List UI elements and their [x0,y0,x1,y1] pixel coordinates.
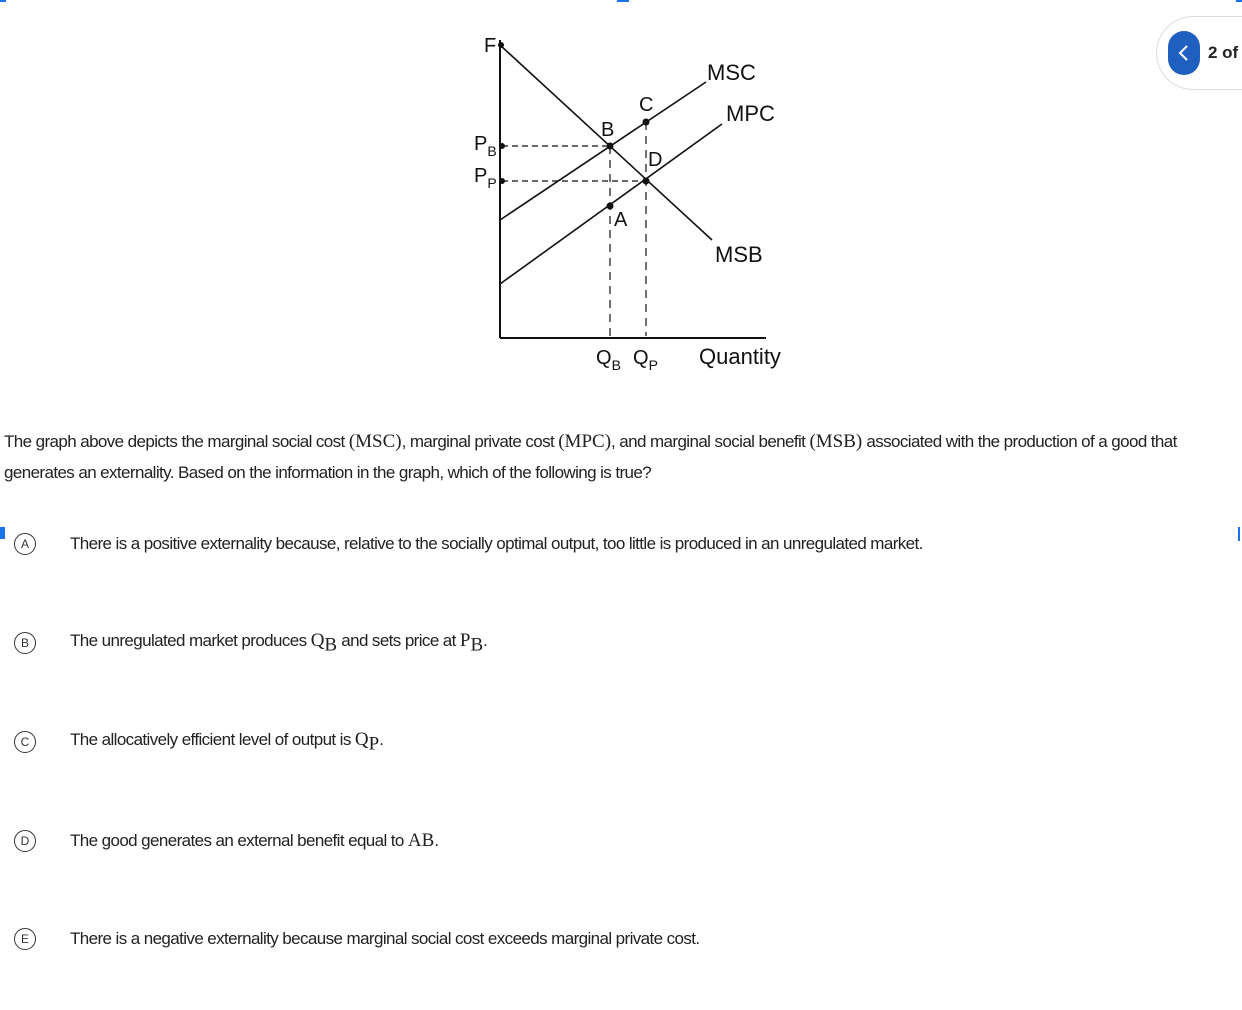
label-mpc: MPC [726,101,775,126]
option-text-e: There is a negative externality because marginal social cost exceeds marginal private cost. [70,929,700,948]
point-pp [499,178,505,184]
top-center-mark [617,0,629,2]
label-f: F [484,35,497,57]
point-a [607,203,614,210]
point-d [643,178,650,185]
msb-curve [500,45,712,240]
option-letter-e: E [14,928,36,950]
label-d: D [648,149,663,171]
option-text-d: The good generates an external benefit equal to AB. [70,830,439,851]
previous-question-button[interactable] [1168,31,1200,75]
label-a: A [614,209,628,231]
option-text-c: The allocatively efficient level of output is $Q_P$. [70,728,384,755]
option-text-a: There is a positive externality because, relative to the socially optimal output, too little is produced in an unregulated market. [70,534,923,553]
label-qp: $Q_P$ [633,347,658,373]
label-pb: $P_B$ [474,133,497,159]
label-pp: $P_P$ [474,165,497,191]
option-text-b: The unregulated market produces $Q_B$ and sets price at $P_B$. [70,629,488,656]
option-letter-b: B [14,632,36,654]
label-msb: MSB [715,242,763,267]
msc-curve [500,82,706,220]
option-letter-c: C [14,731,36,753]
option-letter-a: A [14,533,36,555]
label-quantity: Quantity [699,344,781,369]
chevron-left-icon [1177,44,1191,62]
answer-option-e[interactable] [14,923,1214,955]
top-left-mark [0,0,6,2]
answer-option-d[interactable] [14,825,1214,857]
point-b [607,143,614,150]
question-progress: 2 of [1208,43,1239,62]
externality-graph [440,20,800,380]
question-stem: The graph above depicts the marginal social cost (MSC), marginal private cost (MPC), and marginal social benefit (MSB) associated with the production of a good that generates an externality. Based on the information in the graph, which of the following is true? [4,431,1177,482]
answer-option-c[interactable] [14,726,1214,758]
label-b: B [601,119,615,141]
label-c: C [639,94,654,116]
option-letter-d: D [14,830,36,852]
answer-option-b[interactable] [14,627,1214,659]
label-msc: MSC [707,60,756,85]
focus-indicator-left [0,527,5,539]
answer-option-a[interactable] [14,528,1214,560]
point-f [498,42,504,48]
focus-indicator-right [1238,527,1240,541]
point-c [643,119,650,126]
label-qb: $Q_B$ [596,347,621,373]
point-pb [499,143,505,149]
top-right-mark [1236,0,1242,2]
